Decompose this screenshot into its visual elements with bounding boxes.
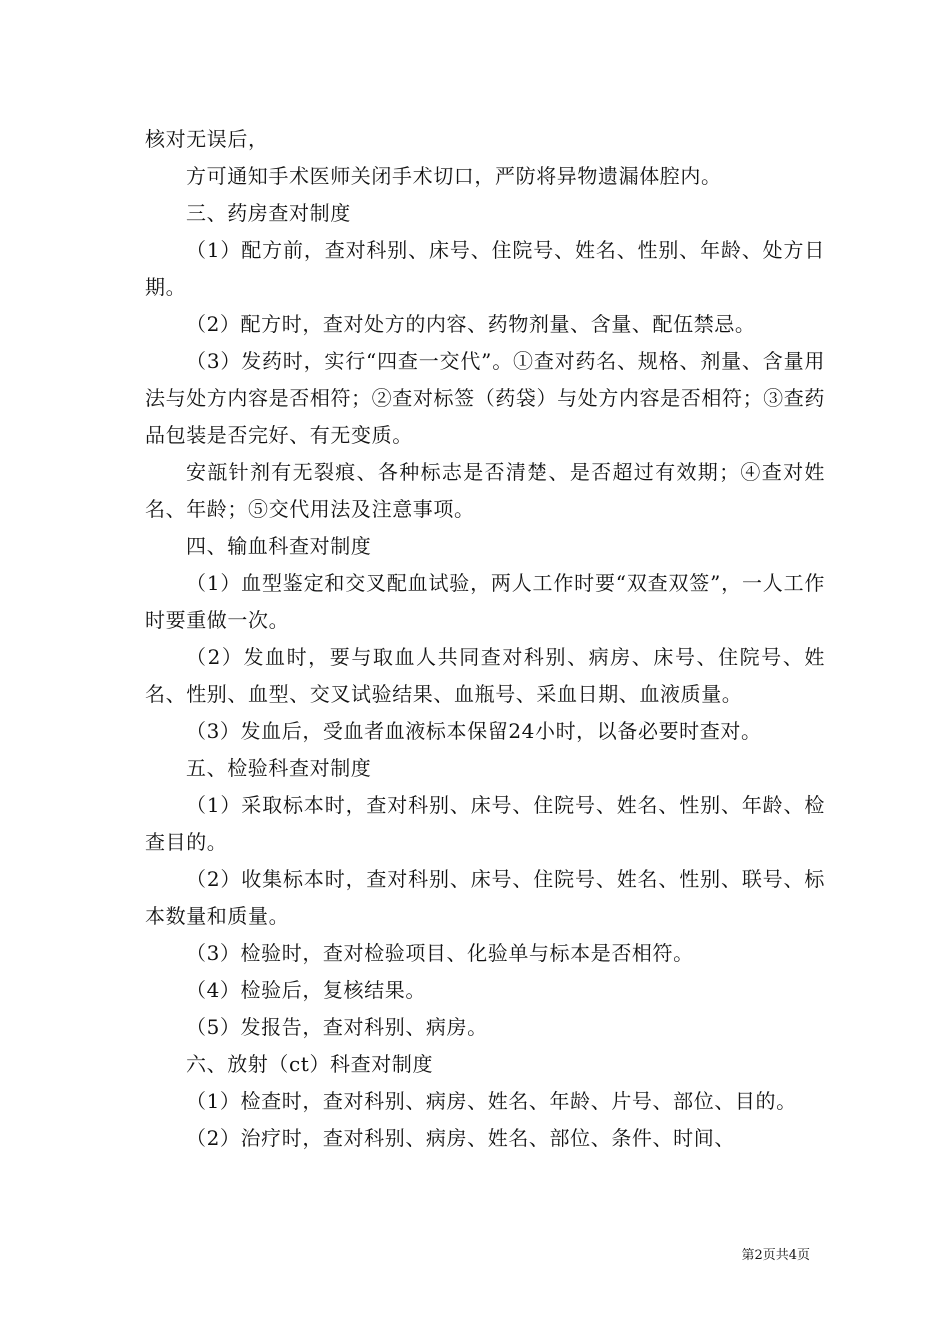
paragraph: 安瓿针剂有无裂痕、各种标志是否清楚、是否超过有效期；④查对姓名、年龄；⑤交代用法及注意事项。 (145, 460, 825, 521)
paragraph: （3）发血后，受血者血液标本保留24小时，以备必要时查对。 (186, 719, 762, 743)
section-heading: 五、检验科查对制度 (186, 756, 372, 780)
paragraph: 方可通知手术医师关闭手术切口，严防将异物遗漏体腔内。 (186, 164, 722, 188)
section-heading: 六、放射（ct）科查对制度 (186, 1052, 434, 1076)
paragraph: （1）配方前，查对科别、床号、住院号、姓名、性别、年龄、处方日期。 (145, 238, 825, 299)
paragraph: （2）配方时，查对处方的内容、药物剂量、含量、配伍禁忌。 (186, 312, 756, 336)
body-text (145, 121, 825, 1157)
paragraph: 核对无误后， (145, 127, 269, 151)
page-number: 第2页共4页 (741, 1248, 810, 1263)
section-heading: 四、输血科查对制度 (186, 534, 372, 558)
paragraph: （2）收集标本时，查对科别、床号、住院号、姓名、性别、联号、标本数量和质量。 (145, 867, 825, 928)
section-heading: 三、药房查对制度 (186, 201, 351, 225)
paragraph: （1）采取标本时，查对科别、床号、住院号、姓名、性别、年龄、检查目的。 (145, 793, 825, 854)
paragraph: （4）检验后，复核结果。 (186, 978, 426, 1002)
paragraph: （3）发药时，实行“四查一交代”。①查对药名、规格、剂量、含量用法与处方内容是否相符；②查对标签（药袋）与处方内容是否相符；③查药品包装是否完好、有无变质。 (145, 349, 825, 447)
paragraph: （2）发血时，要与取血人共同查对科别、病房、床号、住院号、姓名、性别、血型、交叉试验结果、血瓶号、采血日期、血液质量。 (145, 645, 825, 706)
paragraph: （5）发报告，查对科别、病房。 (186, 1015, 488, 1039)
paragraph: （1）血型鉴定和交叉配血试验，两人工作时要“双查双签”，一人工作时要重做一次。 (145, 571, 825, 632)
paragraph: （1）检查时，查对科别、病房、姓名、年龄、片号、部位、目的。 (186, 1089, 797, 1113)
paragraph: （3）检验时，查对检验项目、化验单与标本是否相符。 (186, 941, 694, 965)
paragraph: （2）治疗时，查对科别、病房、姓名、部位、条件、时间、 (186, 1126, 735, 1150)
